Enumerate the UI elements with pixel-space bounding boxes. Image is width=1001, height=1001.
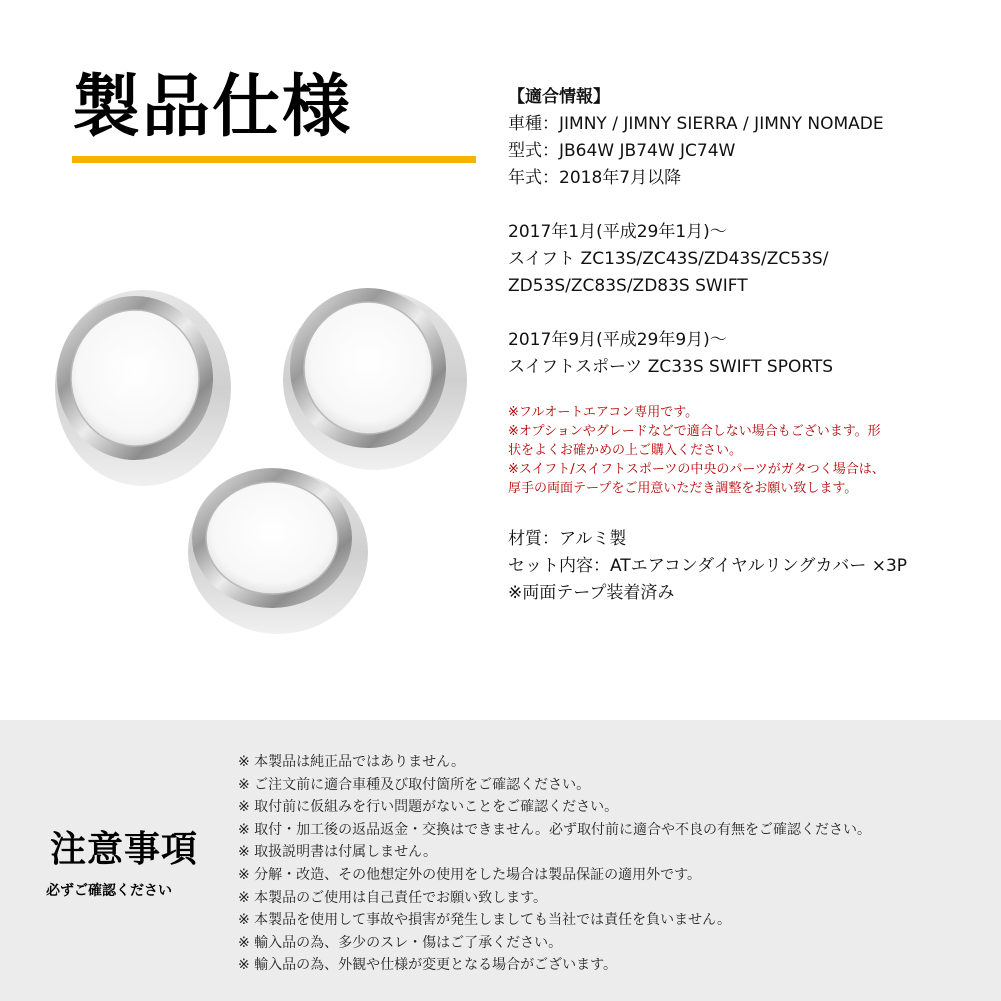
dial-ring-cover xyxy=(283,288,467,470)
caution-item: ※ 本製品のご使用は自己責任でお願い致します。 xyxy=(238,889,548,906)
caution-list xyxy=(238,751,871,977)
title-underline xyxy=(72,156,476,163)
spec-heading: 【適合情報】 xyxy=(508,87,610,107)
caution-item: ※ ご注文前に適合車種及び取付箇所をご確認ください。 xyxy=(238,776,591,793)
spec-section xyxy=(508,84,988,607)
caution-item: ※ 取付・加工後の返品返金・交換はできません。必ず取付前に適合や不良の有無をご確認ください。 xyxy=(238,821,872,838)
product-image xyxy=(40,280,500,680)
sports-date: 2017年9月(平成29年9月)～ xyxy=(508,330,727,350)
caution-item: ※ 取扱説明書は付属しません。 xyxy=(238,844,438,861)
note-line: ※オプションやグレードなどで適合しない場合もございます。形 xyxy=(508,424,881,439)
caution-item: ※ 本製品を使用して事故や損害が発生しましても当社では責任を負いません。 xyxy=(238,912,732,929)
spec-model-code: 型式：JB64W JB74W JC74W xyxy=(508,141,736,161)
note-line: ※フルオートエアコン専用です。 xyxy=(508,405,699,420)
spec-year: 年式：2018年7月以降 xyxy=(508,168,682,188)
note-line: 厚手の両面テープをご用意いただき調整をお願い致します。 xyxy=(508,481,858,496)
dial-ring-cover xyxy=(55,290,231,486)
caution-item: ※ 取付前に仮組みを行い問題がないことをご確認ください。 xyxy=(238,799,619,816)
spec-material: 材質：アルミ製 xyxy=(508,529,627,549)
dial-ring-cover xyxy=(188,468,368,634)
caution-item: ※ 分解・改造、その他想定外の使用をした場合は製品保証の適用外です。 xyxy=(238,866,702,883)
caution-item: ※ 本製品は純正品ではありません。 xyxy=(238,754,466,770)
note-line: ※スイフト/スイフトスポーツの中央のパーツがガタつく場合は、 xyxy=(508,462,885,477)
spec-contents: セット内容：ATエアコンダイヤルリングカバー ×3P xyxy=(508,556,908,576)
caution-title: 注意事項 xyxy=(50,829,199,870)
spec-car-model: 車種：JIMNY / JIMNY SIERRA / JIMNY NOMADE xyxy=(508,114,884,134)
caution-subtitle: 必ずご確認ください xyxy=(46,883,172,899)
sports-line: スイフトスポーツ ZC33S SWIFT SPORTS xyxy=(508,357,834,377)
spec-tape: ※両面テープ装着済み xyxy=(508,583,675,603)
caution-item: ※ 輸入品の為、外観や仕様が変更となる場合がございます。 xyxy=(238,957,618,974)
swift-line-1: スイフト ZC13S/ZC43S/ZD43S/ZC53S/ xyxy=(508,249,829,269)
page-title: 製品仕様 xyxy=(72,68,353,147)
caution-section xyxy=(0,720,1001,1001)
swift-date: 2017年1月(平成29年1月)～ xyxy=(508,222,727,242)
swift-line-2: ZD53S/ZC83S/ZD83S SWIFT xyxy=(508,276,748,296)
note-line: 状をよくお確かめの上ご購入ください。 xyxy=(508,443,743,458)
caution-item: ※ 輸入品の為、多少のスレ・傷はご了承ください。 xyxy=(238,934,563,951)
